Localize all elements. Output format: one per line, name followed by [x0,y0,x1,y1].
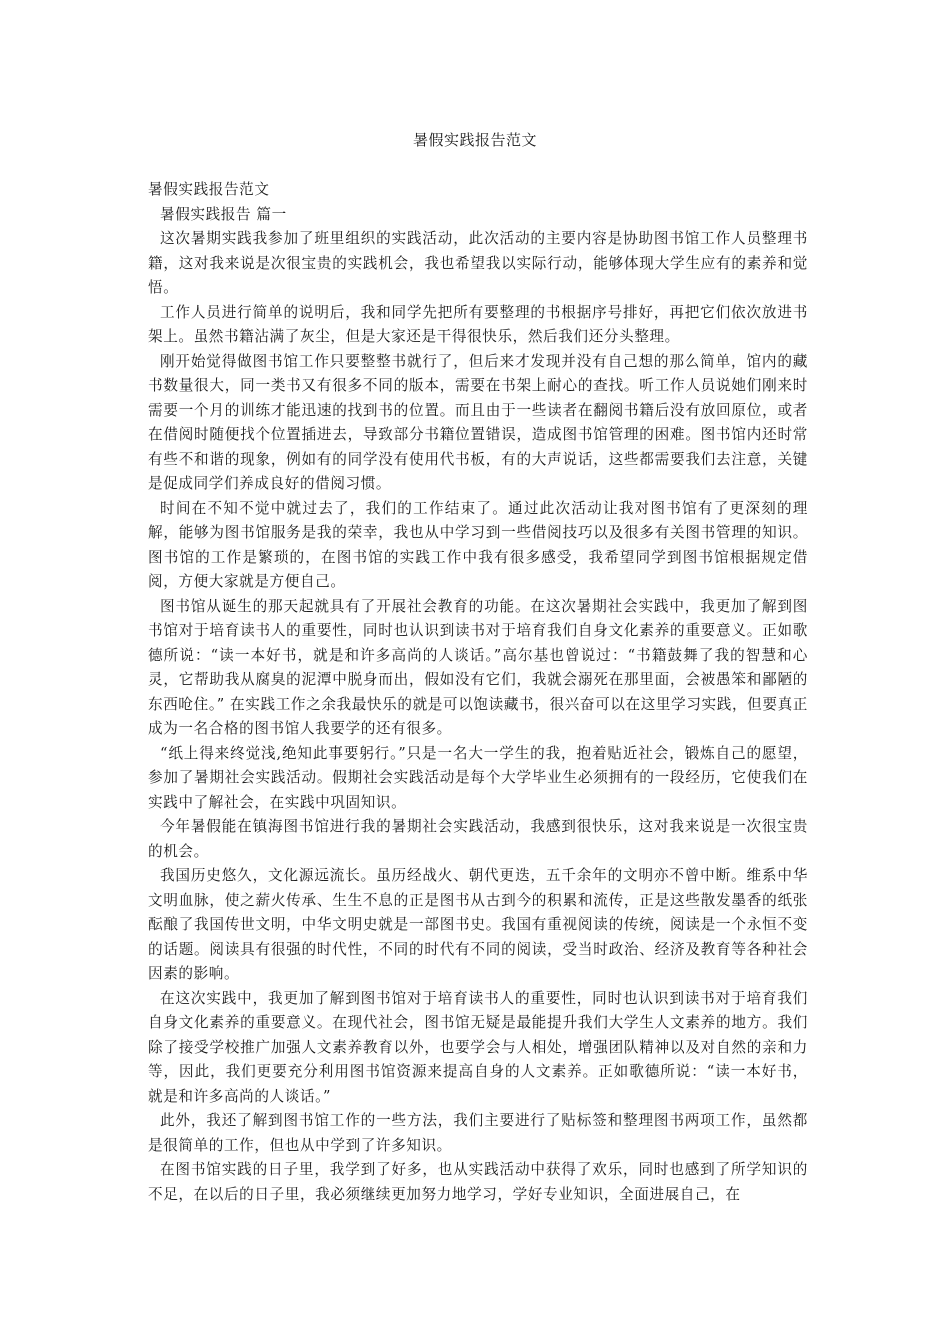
paragraph: 在图书馆实践的日子里，我学到了好多，也从实践活动中获得了欢乐，同时也感到了所学知识的不足，在以后的日子里，我必须继续更加努力地学习，学好专业知识，全面进展自己，在 [148,1161,808,1203]
document-subtitle: 暑假实践报告范文 [148,181,270,198]
paragraph: 这次暑期实践我参加了班里组织的实践活动，此次活动的主要内容是协助图书馆工作人员整理书籍，这对我来说是次很宝贵的实践机会，我也希望我以实际行动，能够体现大学生应有的素养和觉悟。 [148,230,808,296]
paragraph: 时间在不知不觉中就过去了，我们的工作结束了。通过此次活动让我对图书馆有了更深刻的理解，能够为图书馆服务是我的荣幸，我也从中学习到一些借阅技巧以及很多有关图书管理的知识。图书馆的工作是繁琐的，在图书馆的实践工作中我有很多感受，我希望同学到图书馆根据规定借阅，方便大家就是方便自己。 [148,499,808,590]
paragraph: 在这次实践中，我更加了解到图书馆对于培育读书人的重要性，同时也认识到读书对于培育我们自身文化素养的重要意义。在现代社会，图书馆无疑是最能提升我们大学生人文素养的地方。我们除了接受学校推广加强人文素养教育以外，也要学会与人相处，增强团队精神以及对自然的亲和力等，因此，我们更要充分利用图书馆资源来提高自身的人文素养。正如歌德所说：“读一本好书，就是和许多高尚的人谈话。” [148,989,808,1105]
paragraph: 工作人员进行简单的说明后，我和同学先把所有要整理的书根据序号排好，再把它们依次放进书架上。虽然书籍沾满了灰尘，但是大家还是干得很快乐，然后我们还分头整理。 [148,303,808,345]
document-title: 暑假实践报告范文 [412,131,537,149]
paragraph: 图书馆从诞生的那天起就具有了开展社会教育的功能。在这次暑期社会实践中，我更加了解到图书馆对于培育读书人的重要性，同时也认识到读书对于培育我们自身文化素养的重要意义。正如歌德所说：“读一本好书，就是和许多高尚的人谈话。”高尔基也曾说过：“书籍鼓舞了我的智慧和心灵，它帮助我从腐臭的泥潭中脱身而出，假如没有它们，我就会溺死在那里面，会被愚笨和鄙陋的东西呛住。” 在实践工作之余我最快乐的就是可以饱读藏书，很兴奋可以在这里学习实践，但要真正成为一名合格的图书馆人我要学的还有很多。 [148,597,808,737]
section-heading: 暑假实践报告 篇一 [160,205,287,223]
paragraph: 刚开始觉得做图书馆工作只要整整书就行了，但后来才发现并没有自己想的那么简单，馆内的藏书数量很大，同一类书又有很多不同的版本，需要在书架上耐心的查找。听工作人员说她们刚来时需要一个月的训练才能迅速的找到书的位置。而且由于一些读者在翻阅书籍后没有放回原位，或者在借阅时随便找个位置插进去，导致部分书籍位置错误，造成图书馆管理的困难。图书馆内还时常有些不和谐的现象，例如有的同学没有使用代书板，有的大声说话，这些都需要我们去注意，关键是促成同学们养成良好的借阅习惯。 [148,352,808,492]
paragraph: 今年暑假能在镇海图书馆进行我的暑期社会实践活动，我感到很快乐，这对我来说是一次很宝贵的机会。 [148,818,808,860]
paragraph: “纸上得来终觉浅,绝知此事要躬行。”只是一名大一学生的我，抱着贴近社会，锻炼自己的愿望，参加了暑期社会实践活动。假期社会实践活动是每个大学毕业生必须拥有的一段经历，它使我们在实践中了解社会，在实践中巩固知识。 [148,744,808,811]
document-body [148,178,808,1207]
paragraph: 此外，我还了解到图书馆工作的一些方法，我们主要进行了贴标签和整理图书两项工作，虽然都是很简单的工作，但也从中学到了许多知识。 [148,1112,808,1154]
paragraph: 我国历史悠久，文化源远流长。虽历经战火、朝代更迭，五千余年的文明亦不曾中断。维系中华文明血脉，使之薪火传承、生生不息的正是图书从古到今的积累和流传，正是这些散发墨香的纸张酝酿了我国传世文明，中华文明史就是一部图书史。我国有重视阅读的传统，阅读是一个永恒不变的话题。阅读具有很强的时代性，不同的时代有不同的阅读，受当时政治、经济及教育等各种社会因素的影响。 [148,867,808,982]
